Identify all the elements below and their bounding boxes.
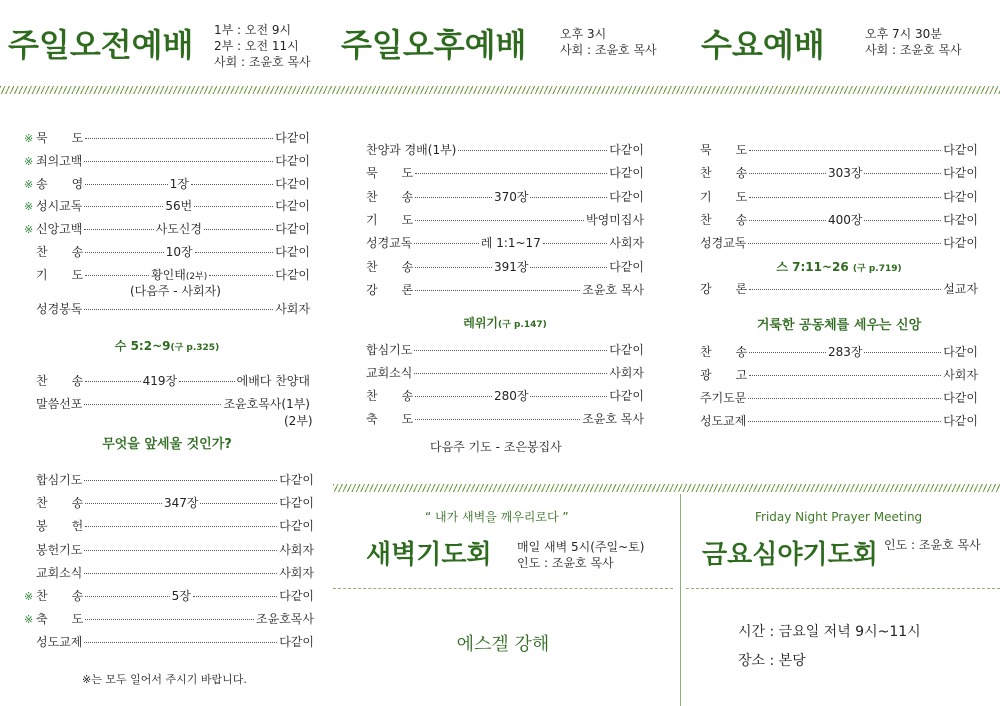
item-role: 다같이 (943, 345, 978, 359)
wednesday-info-line: 사회 : 조윤호 목사 (865, 43, 962, 57)
leader-dots (414, 243, 478, 244)
leader-dots (864, 173, 941, 174)
item-label: 찬 송 (36, 496, 84, 511)
leader-dots (194, 206, 273, 207)
wednesday-sermon-title: 거룩한 공동체를 세우는 신앙 (756, 318, 922, 333)
item-role: 다같이 (275, 199, 310, 214)
order-row (24, 610, 314, 628)
item-role: 다같이 (609, 166, 644, 181)
scripture-text: 스 7:11~26 (776, 260, 849, 274)
leader-dots (84, 404, 221, 405)
order-row (366, 364, 644, 382)
order-row (24, 541, 314, 559)
item-label: 찬 송 (36, 245, 84, 259)
leader-dots (749, 150, 941, 151)
morning-sermon-title: 무엇을 앞세울 것인가? (102, 437, 232, 452)
morning-scripture (24, 337, 310, 354)
leader-dots (84, 206, 163, 207)
lower-vertical-divider (680, 494, 681, 706)
leader-dots (749, 173, 826, 174)
leader-dots (85, 619, 254, 620)
dawn-dashed-divider (333, 588, 673, 589)
order-row (366, 258, 644, 276)
item-role: 다같이 (275, 267, 311, 282)
item-role: 사회자 (943, 368, 978, 382)
item-label: 강 론 (700, 282, 748, 296)
next-prayer-note: (다음주 - 사회자) (130, 284, 221, 298)
standing-mark: ※ (24, 590, 34, 603)
header-divider (0, 86, 1000, 94)
item-detail: 347장 (163, 496, 199, 511)
item-detail-note: (2부) (185, 271, 208, 282)
item-label: 찬 송 (36, 374, 84, 388)
item-detail: 1장 (169, 176, 189, 191)
order-row (366, 281, 644, 299)
item-role: 다같이 (609, 389, 644, 403)
leader-dots (204, 229, 273, 230)
item-role: 다같이 (609, 189, 644, 204)
item-role: 사회자 (609, 366, 644, 380)
item-label: 찬 송 (700, 166, 748, 181)
order-row (366, 188, 644, 206)
wednesday-service-info (865, 26, 962, 58)
order-row (700, 234, 978, 252)
scripture-ref: (구 p.719) (852, 264, 902, 274)
leader-dots (85, 275, 149, 276)
item-label: 찬 송 (366, 259, 414, 274)
item-label: 봉 헌 (36, 519, 84, 534)
leader-dots (749, 352, 826, 353)
item-role: 에배다 찬양대 (236, 374, 310, 388)
leader-dots (85, 138, 273, 139)
item-label: 찬 송 (366, 389, 414, 403)
friday-place: 장소 : 본당 (738, 653, 806, 669)
leader-dots (415, 396, 492, 397)
order-row (366, 211, 644, 229)
item-label: 축 도 (366, 412, 414, 426)
friday-subtitle: Friday Night Prayer Meeting (755, 510, 923, 524)
leader-dots (85, 503, 162, 504)
order-row (366, 164, 644, 182)
item-role: 다같이 (279, 473, 314, 487)
item-detail: 280장 (493, 389, 529, 403)
item-label: 기 도 (700, 189, 748, 204)
item-label: 강 론 (366, 282, 414, 297)
order-row (24, 197, 310, 215)
morning-info-line: 1부 : 오전 9시 (214, 23, 292, 37)
order-row (366, 234, 644, 252)
item-label: 합심기도 (36, 473, 83, 487)
friday-dashed-divider (686, 588, 1000, 589)
order-row (366, 141, 644, 159)
item-role: 다같이 (943, 414, 978, 428)
leader-dots (191, 184, 273, 185)
wednesday-info-line: 오후 7시 30분 (865, 27, 942, 41)
item-label: 성경봉독 (36, 302, 83, 316)
order-row (24, 395, 310, 413)
item-detail: 400장 (827, 212, 863, 227)
order-row (24, 471, 314, 489)
item-role: 다같이 (943, 236, 978, 251)
item-role: 설교자 (943, 282, 978, 296)
order-row (700, 211, 978, 229)
item-label: 교회소식 (36, 565, 83, 580)
leader-dots (414, 373, 607, 374)
standing-mark: ※ (24, 177, 34, 191)
item-role: 조윤호목사(1부) (223, 397, 310, 411)
item-role: 조윤호목사 (256, 612, 314, 627)
leader-dots (749, 375, 941, 376)
afternoon-info-line: 사회 : 조윤호 목사 (560, 43, 657, 57)
leader-dots (749, 220, 826, 221)
leader-dots (84, 229, 153, 230)
order-row (366, 410, 644, 428)
item-role: 다같이 (943, 212, 978, 227)
item-label: 묵 도 (700, 143, 748, 157)
item-label: 성경교독 (700, 236, 747, 251)
item-label: 기 도 (366, 212, 414, 227)
item-role: 다같이 (275, 153, 310, 168)
leader-dots (530, 267, 607, 268)
standing-mark: ※ (24, 613, 34, 627)
item-label: 교회소식 (366, 366, 413, 380)
leader-dots (84, 642, 277, 643)
leader-dots (84, 573, 277, 574)
item-role: 다같이 (279, 519, 314, 534)
leader-dots (748, 421, 941, 422)
leader-dots (864, 220, 941, 221)
item-role: 다같이 (943, 189, 978, 204)
item-role: 조윤호 목사 (582, 282, 644, 297)
friday-time: 시간 : 금요일 저녁 9시~11시 (738, 624, 921, 640)
order-row (700, 366, 978, 384)
item-role: 박영미집사 (586, 212, 644, 227)
order-row (24, 517, 314, 535)
leader-dots (864, 352, 941, 353)
item-label: 봉헌기도 (36, 542, 83, 557)
item-label: 찬 송 (700, 212, 748, 227)
item-role: 다같이 (275, 245, 310, 259)
item-label: 축 도 (36, 612, 84, 627)
standing-mark: ※ (24, 223, 34, 237)
leader-dots (530, 197, 607, 198)
morning-service-title: 주일오전예배 (8, 26, 194, 64)
order-row (24, 587, 314, 605)
item-role: 사회자 (279, 542, 314, 557)
leader-dots (85, 252, 164, 253)
leader-dots (85, 526, 277, 527)
standing-footnote: ※는 모두 일어서 주시기 바랍니다. (82, 673, 247, 686)
order-row (366, 387, 644, 405)
order-row (366, 341, 644, 359)
item-label: 찬 송 (700, 345, 748, 359)
item-label: 합심기도 (366, 343, 413, 357)
item-label: 성도교제 (36, 635, 83, 650)
dawn-quote: “ 내가 새벽을 깨우리로다 ” (425, 510, 569, 524)
item-role: 다같이 (943, 143, 978, 157)
second-service-note: (2부) (284, 414, 313, 428)
leader-dots (458, 150, 607, 151)
item-label: 성시교독 (36, 199, 83, 214)
order-row (700, 164, 978, 182)
order-row (700, 141, 978, 159)
afternoon-service-info (560, 26, 657, 58)
item-label: 주기도문 (700, 391, 747, 405)
item-detail: 303장 (827, 166, 863, 181)
leader-dots (748, 398, 941, 399)
leader-dots (84, 480, 277, 481)
item-role: 다같이 (279, 496, 314, 511)
morning-service-info (214, 22, 311, 70)
leader-dots (749, 197, 941, 198)
leader-dots (415, 267, 492, 268)
scripture-text: 수 5:2~9 (114, 339, 171, 353)
order-row (24, 494, 314, 512)
leader-dots (195, 252, 274, 253)
dawn-prayer-title: 새벽기도회 (366, 540, 492, 570)
morning-info-line: 2부 : 오전 11시 (214, 39, 299, 53)
dawn-info-line: 매일 새벽 5시(주일~토) (517, 540, 645, 554)
leader-dots (179, 381, 234, 382)
item-label: 찬 송 (36, 589, 84, 603)
item-role: 다같이 (943, 166, 978, 181)
order-row (24, 129, 310, 147)
leader-dots (415, 419, 580, 420)
section-title-text: 레위기 (463, 316, 499, 330)
item-label: 묵 도 (36, 131, 84, 145)
order-row (700, 389, 978, 407)
item-role: 다같이 (609, 259, 644, 274)
order-row (700, 412, 978, 430)
afternoon-service-title: 주일오후예배 (341, 26, 527, 64)
standing-mark: ※ (24, 200, 34, 214)
leader-dots (748, 243, 941, 244)
item-role: 다같이 (275, 131, 310, 145)
leader-dots (415, 290, 580, 291)
item-label: 말씀선포 (36, 397, 83, 411)
item-label: 성도교제 (700, 414, 747, 428)
order-row (700, 343, 978, 361)
friday-prayer-title: 금요심야기도회 (702, 540, 878, 570)
leader-dots (84, 161, 273, 162)
item-detail: 419장 (142, 374, 178, 388)
leader-dots (414, 350, 607, 351)
afternoon-info-line: 오후 3시 (560, 27, 607, 41)
leader-dots (85, 184, 167, 185)
section-ref: (구 p.147) (498, 320, 547, 330)
order-row (24, 220, 310, 238)
item-label: 송 영 (36, 176, 84, 191)
item-role: 다같이 (275, 222, 310, 237)
afternoon-next-prayer: 다음주 기도 - 조은봉집사 (430, 440, 562, 454)
item-role: 다같이 (279, 589, 315, 603)
leader-dots (749, 289, 941, 290)
dawn-info-line: 인도 : 조윤호 목사 (517, 556, 614, 570)
item-role: 다같이 (609, 343, 644, 357)
item-role: 사회자 (275, 302, 310, 316)
item-detail: 황인태 (151, 267, 186, 282)
leader-dots (85, 596, 169, 597)
leader-dots (84, 309, 273, 310)
scripture-ref: (구 p.325) (170, 343, 220, 353)
wednesday-sermon-row (700, 280, 978, 298)
leader-dots (530, 396, 607, 397)
wednesday-scripture (700, 258, 978, 275)
item-label: 성경교독 (366, 236, 413, 251)
friday-leader: 인도 : 조윤호 목사 (884, 538, 981, 552)
item-detail: 5장 (171, 589, 191, 603)
item-label: 기 도 (36, 267, 84, 282)
item-role: 다같이 (279, 635, 314, 650)
item-label: 찬 송 (366, 189, 414, 204)
item-role: 다같이 (275, 176, 311, 191)
leader-dots (85, 381, 140, 382)
item-role: 조윤호 목사 (582, 412, 644, 426)
leader-dots (200, 503, 277, 504)
item-label: 신앙고백 (36, 222, 83, 237)
item-role: 다같이 (943, 391, 978, 405)
item-detail: 레 1:1~17 (480, 236, 541, 251)
item-label: 묵 도 (366, 166, 414, 181)
order-row (24, 152, 310, 170)
standing-mark: ※ (24, 132, 34, 145)
item-label: 광 고 (700, 368, 748, 382)
dawn-topic: 에스겔 강해 (456, 634, 550, 655)
wednesday-service-title: 수요예배 (701, 26, 825, 64)
item-detail: 10장 (165, 245, 193, 259)
leader-dots (415, 197, 492, 198)
leader-dots (209, 275, 273, 276)
afternoon-section-title (366, 314, 644, 331)
leader-dots (84, 550, 277, 551)
item-label: 죄의고백 (36, 153, 83, 168)
leader-dots (543, 243, 607, 244)
item-label: 찬양과 경배(1부) (366, 143, 457, 157)
leader-dots (193, 596, 277, 597)
order-row (24, 243, 310, 261)
order-row (24, 564, 314, 582)
item-detail: 370장 (493, 189, 529, 204)
item-detail: 283장 (827, 345, 863, 359)
item-role: 사회자 (609, 236, 645, 251)
item-detail: 사도신경 (155, 222, 202, 237)
reading-row (24, 300, 310, 318)
leader-dots (415, 220, 584, 221)
order-row (24, 633, 314, 651)
item-detail: 56번 (165, 199, 193, 214)
order-row (700, 188, 978, 206)
order-row (24, 372, 310, 390)
item-role: 사회자 (279, 565, 314, 580)
item-role: 다같이 (609, 143, 644, 157)
order-row (24, 175, 310, 193)
morning-info-line: 사회 : 조윤호 목사 (214, 55, 311, 69)
leader-dots (415, 173, 607, 174)
dawn-prayer-info (517, 539, 644, 571)
standing-mark: ※ (24, 154, 34, 168)
item-detail: 391장 (493, 259, 529, 274)
lower-divider (333, 484, 1000, 492)
